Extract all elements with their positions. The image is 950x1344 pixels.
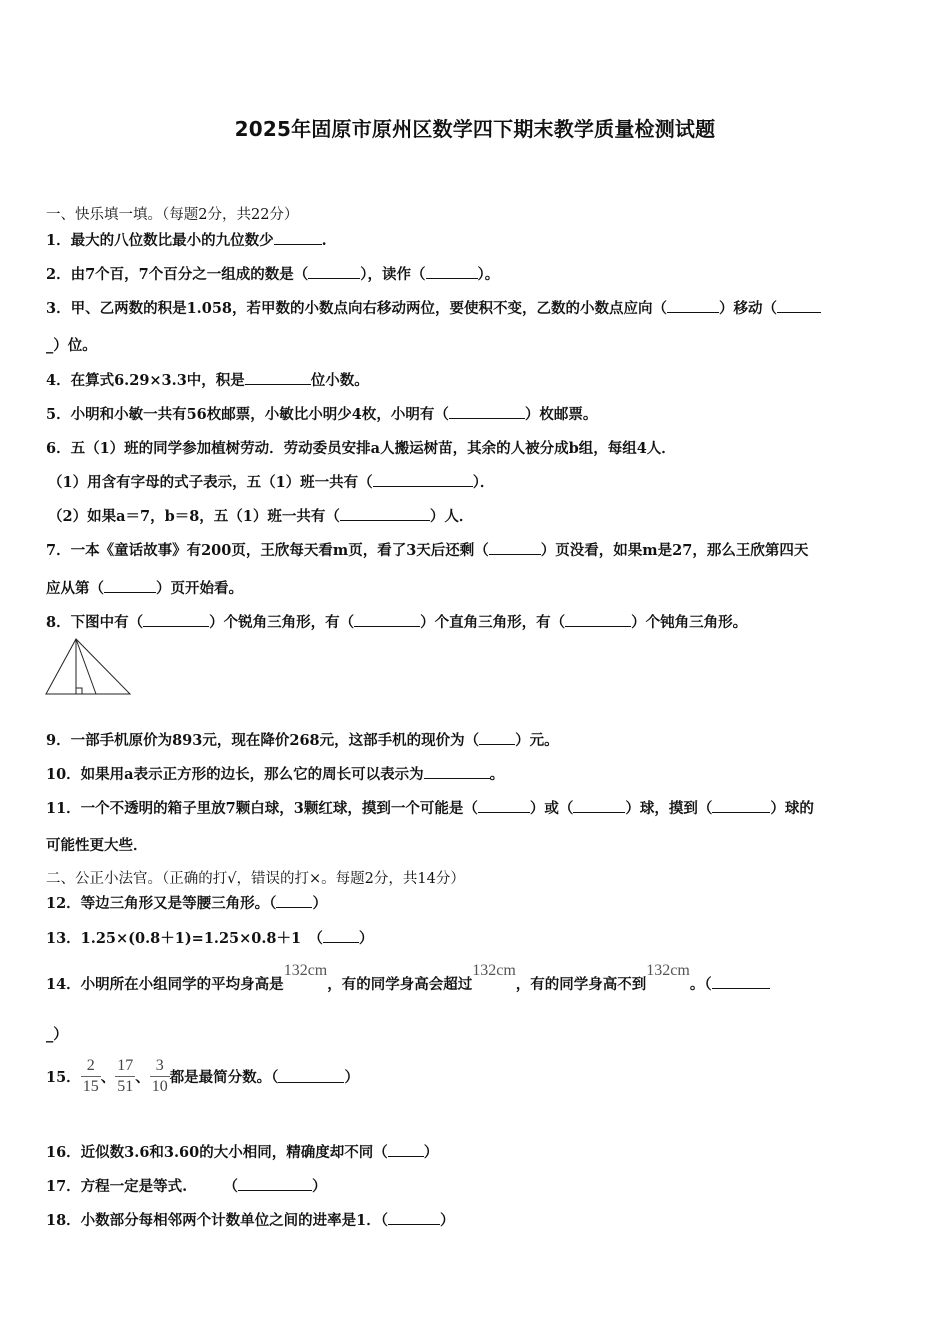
blank[interactable]: [667, 300, 719, 313]
question-6-1: （1）用含有字母的式子表示，五（1）班一共有（ ）．: [48, 474, 495, 491]
blank[interactable]: [323, 930, 359, 943]
triangle-figure: [44, 636, 134, 698]
blank[interactable]: [565, 614, 631, 627]
question-18: 18．小数部分每相邻两个计数单位之间的进率是1．（ ）: [46, 1212, 455, 1229]
question-2: 2．由7个百，7个百分之一组成的数是（ ），读作（ ）。: [46, 266, 500, 283]
fraction: $\frac{2}{15}$: [82, 1057, 99, 1095]
question-5: 5．小明和小敏一共有56枚邮票，小敏比小明少4枚，小明有（ ）枚邮票。: [46, 406, 598, 423]
fraction: $\frac{3}{10}$: [151, 1057, 168, 1095]
question-10: 10．如果用a表示正方形的边长，那么它的周长可以表示为 。: [46, 766, 505, 783]
question-7-cont: 应从第（ ）页开始看。: [46, 580, 243, 597]
inner-segment: [76, 639, 96, 694]
blank[interactable]: [449, 406, 525, 419]
question-9: 9．一部手机原价为893元，现在降价268元，这部手机的现价为（ ）元。: [46, 732, 559, 749]
question-4: 4．在算式6.29×3.3中，积是 位小数。: [46, 372, 369, 389]
question-15: 15． $\frac{2}{15}$ 、 $\frac{17}{51}$ 、 $\frac{3}{10}$ 都是最简分数。（ ）: [46, 1057, 359, 1095]
blank[interactable]: [373, 474, 473, 487]
right-angle-mark: [76, 688, 82, 694]
blank[interactable]: [777, 300, 821, 313]
blank[interactable]: [104, 580, 156, 593]
blank[interactable]: [712, 800, 770, 813]
question-17: 17．方程一定是等式. （ ）: [46, 1178, 327, 1195]
question-11-cont: 可能性更大些．: [46, 837, 148, 854]
question-14-cont: _）: [46, 1026, 68, 1043]
fraction: $\frac{17}{51}$: [117, 1057, 134, 1095]
question-3-cont: _）位。: [46, 337, 97, 354]
question-16: 16．近似数3.6和3.60的大小相同，精确度却不同（ ）: [46, 1144, 439, 1161]
question-12: 12．等边三角形又是等腰三角形。（ ）: [46, 895, 327, 912]
blank[interactable]: [143, 614, 209, 627]
blank[interactable]: [478, 800, 530, 813]
question-8: 8．下图中有（ ）个锐角三角形，有（ ）个直角三角形，有（ ）个钝角三角形。: [46, 614, 748, 631]
question-14: 14．小明所在小组同学的平均身高是132cm，有的同学身高会超过132cm，有的同学身高不到132cm。（: [46, 973, 770, 994]
blank[interactable]: [388, 1212, 440, 1225]
blank[interactable]: [274, 232, 322, 245]
blank[interactable]: [388, 1144, 424, 1157]
blank[interactable]: [424, 766, 490, 779]
question-6: 6．五（1）班的同学参加植树劳动．劳动委员安排a人搬运树苗，其余的人被分成b组，每组4人．: [46, 440, 676, 457]
section-heading-2: 二、公正小法官。（正确的打√，错误的打×。每题2分，共14分）: [46, 871, 465, 887]
blank[interactable]: [573, 800, 625, 813]
blank[interactable]: [489, 542, 541, 555]
blank[interactable]: [340, 508, 430, 521]
blank[interactable]: [245, 372, 311, 385]
blank[interactable]: [354, 614, 420, 627]
blank[interactable]: [278, 1070, 344, 1083]
page-title: 2025年固原市原州区数学四下期末教学质量检测试题: [234, 117, 716, 141]
section-heading-1: 一、快乐填一填。（每题2分，共22分）: [46, 207, 299, 223]
question-6-2: （2）如果a＝7，b＝8，五（1）班一共有（ ）人．: [48, 508, 474, 525]
blank[interactable]: [426, 266, 478, 279]
blank[interactable]: [308, 266, 360, 279]
height-value: 132cm: [283, 962, 328, 979]
question-11: 11．一个不透明的箱子里放7颗白球，3颗红球，摸到一个可能是（ ）或（ ）球，摸到（ ）球的: [46, 800, 814, 817]
question-7: 7．一本《童话故事》有200页，王欣每天看m页，看了3天后还剩（ ）页没看，如果m是27，那么王欣第四天: [46, 542, 809, 559]
height-value: 132cm: [472, 962, 516, 979]
blank[interactable]: [238, 1178, 312, 1191]
question-3: 3．甲、乙两数的积是1.058，若甲数的小数点向右移动两位，要使积不变，乙数的小数点应向（ ）移动（: [46, 297, 821, 318]
height-value: 132cm: [646, 962, 690, 979]
blank[interactable]: [479, 732, 515, 745]
question-13: 13．1.25×(0.8＋1)=1.25×0.8＋1 （ ）: [46, 930, 374, 947]
blank[interactable]: [276, 895, 312, 908]
blank[interactable]: [712, 976, 770, 989]
question-1: 1．最大的八位数比最小的九位数少 .: [46, 232, 327, 249]
